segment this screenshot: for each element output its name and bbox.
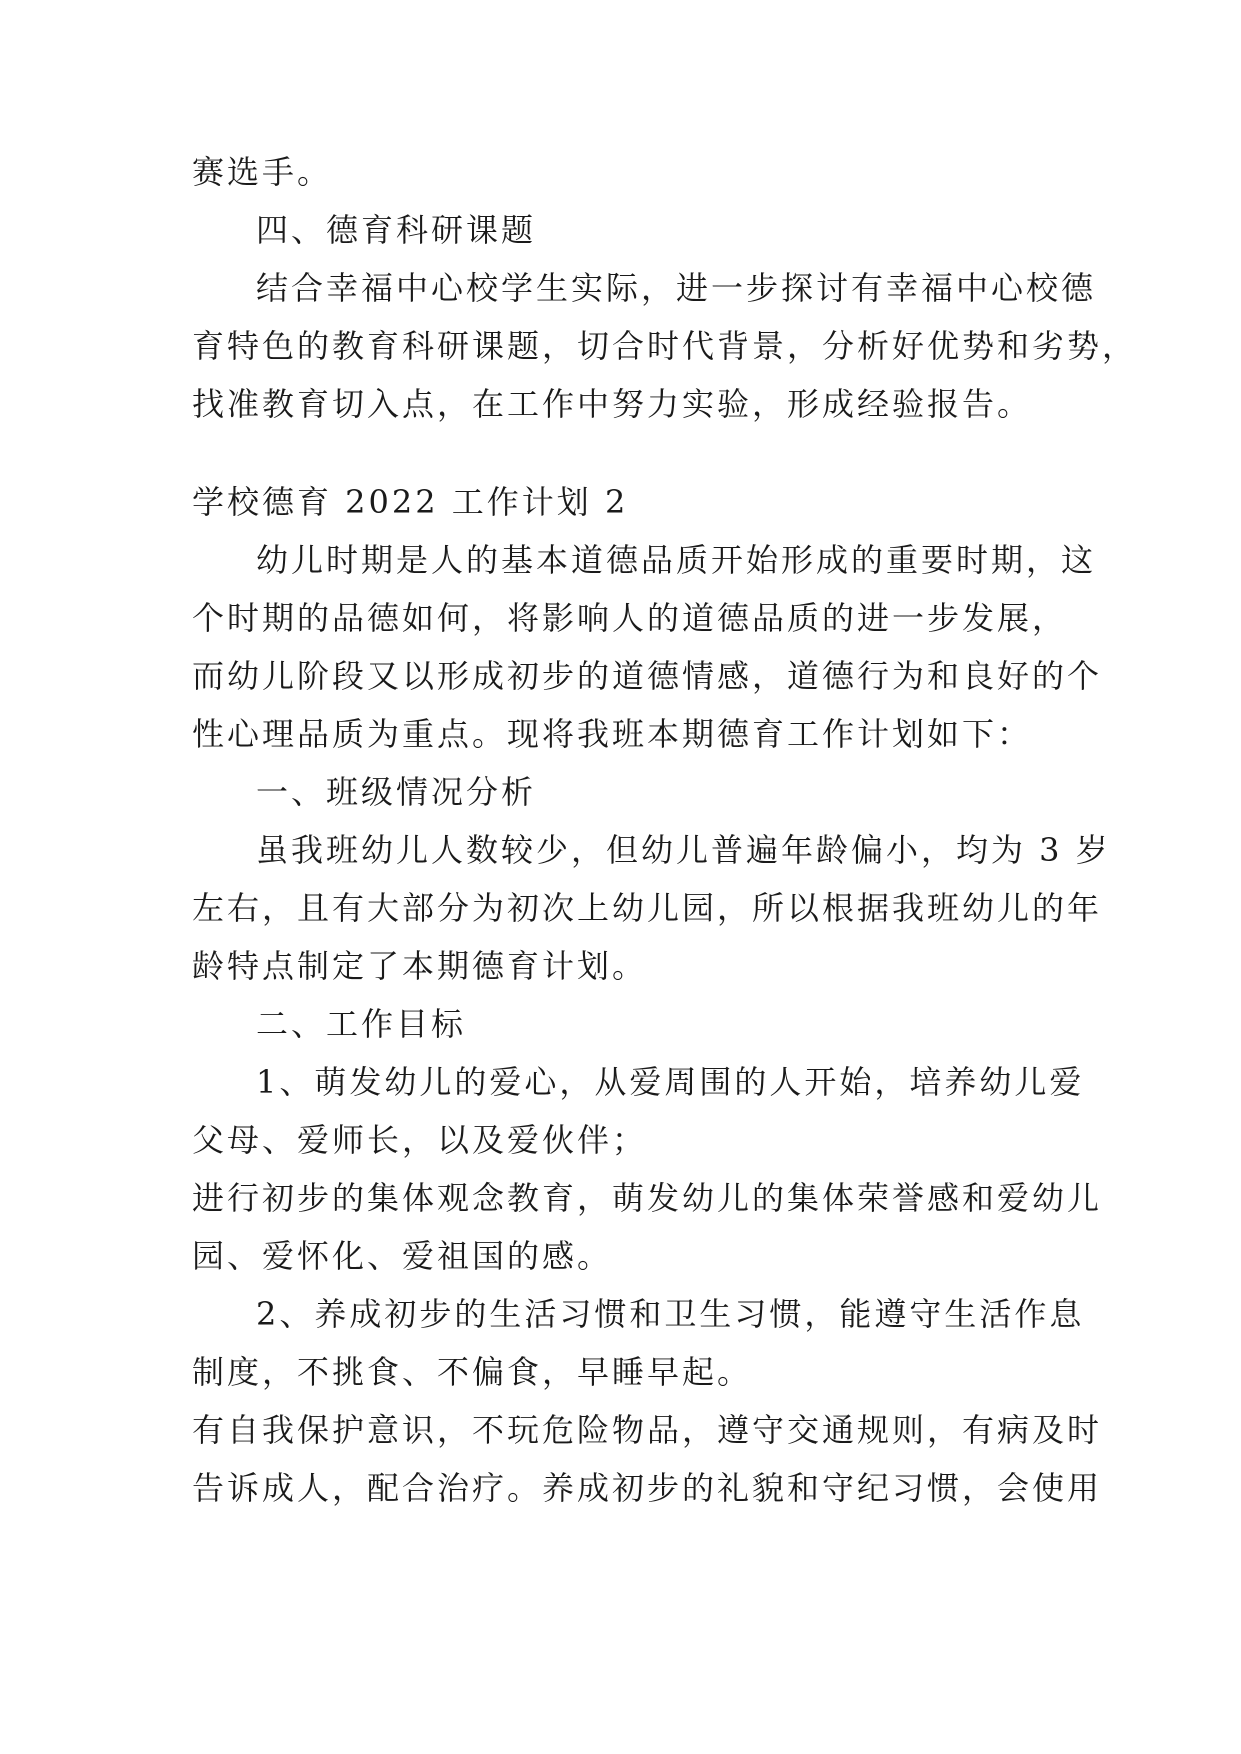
text-line: 虽我班幼儿人数较少，但幼儿普遍年龄偏小，均为 3 岁 [256,831,1111,869]
text-line: 1、萌发幼儿的爱心，从爱周围的人开始，培养幼儿爱 [256,1063,1085,1101]
text-line: 性心理品质为重点。现将我班本期德育工作计划如下： [192,715,1033,753]
text-line: 育特色的教育科研课题，切合时代背景，分析好优势和劣势， [192,327,1138,365]
text-line: 告诉成人，配合治疗。养成初步的礼貌和守纪习惯，会使用 [192,1469,1103,1507]
section-heading: 一、班级情况分析 [256,773,537,811]
text-line: 赛选手。 [192,153,333,191]
document-title: 学校德育 2022 工作计划 2 [192,483,629,521]
section-heading: 四、德育科研课题 [256,211,537,249]
text-line: 而幼儿阶段又以形成初步的道德情感，道德行为和良好的个 [192,657,1103,695]
text-line: 幼儿时期是人的基本道德品质开始形成的重要时期，这 [256,541,1097,579]
text-line: 园、爱怀化、爱祖国的感。 [192,1237,613,1275]
text-line: 结合幸福中心校学生实际，进一步探讨有幸福中心校德 [256,269,1097,307]
text-line: 个时期的品德如何，将影响人的道德品质的进一步发展， [192,599,1068,637]
text-line: 有自我保护意识，不玩危险物品，遵守交通规则，有病及时 [192,1411,1103,1449]
text-line: 找准教育切入点，在工作中努力实验，形成经验报告。 [192,385,1033,423]
text-line: 制度，不挑食、不偏食，早睡早起。 [192,1353,753,1391]
text-line: 龄特点制定了本期德育计划。 [192,947,648,985]
text-line: 左右，且有大部分为初次上幼儿园，所以根据我班幼儿的年 [192,889,1103,927]
text-line: 2、养成初步的生活习惯和卫生习惯，能遵守生活作息 [256,1295,1085,1333]
text-line: 进行初步的集体观念教育，萌发幼儿的集体荣誉感和爱幼儿 [192,1179,1103,1217]
section-heading: 二、工作目标 [256,1005,467,1043]
text-line: 父母、爱师长，以及爱伙伴； [192,1121,648,1159]
